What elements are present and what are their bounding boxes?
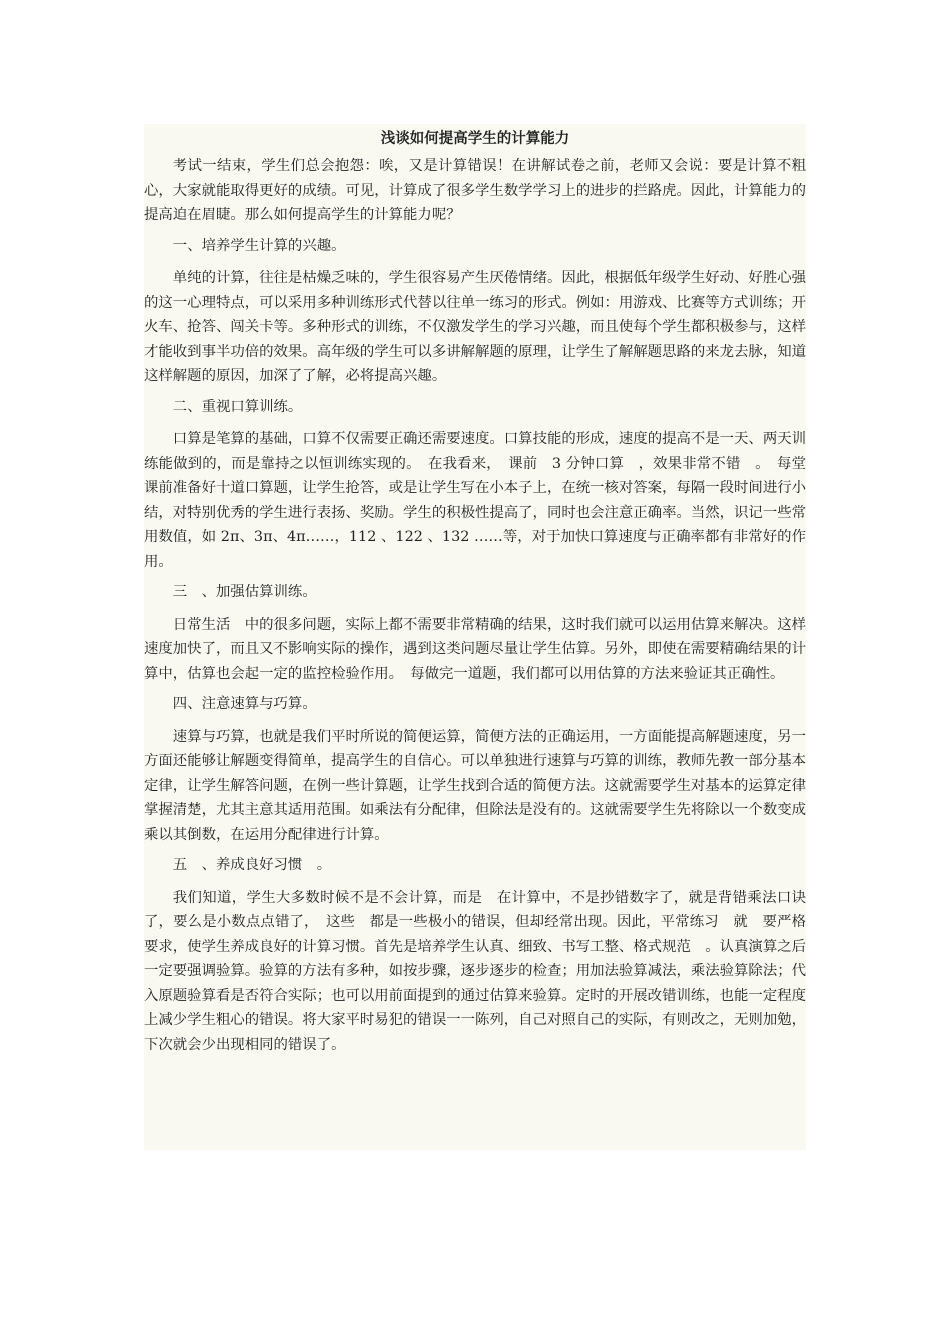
- section-body-3: 日常生活 中的很多问题，实际上都不需要非常精确的结果，这时我们就可以运用估算来解决。这样速度加快了，而且又不影响实际的操作，遇到这类问题尽量让学生估算。另外，即使在需要精确结果的计算中，估算也会起一定的监控检验作用。 每做完一道题，我们都可以用估算的方法来验证其正确性。: [144, 616, 806, 682]
- section-heading-2: 二、重视口算训练。: [172, 398, 303, 415]
- section-body-2: 口算是笔算的基础，口算不仅需要正确还需要速度。口算技能的形成，速度的提高不是一天、两天训练能做到的，而是靠持之以恒训练实现的。 在我看来， 课前 3 分钟口算 ，效果非常不错 。 每堂课前准备好十道口算题，让学生抢答，或是让学生写在小本子上，在统一核对答案，每隔一段时间进行小结，对特别优秀的学生进行表扬、奖励。学生的积极性提高了，同时也会注意正确率。当然，识记一些常用数值，如 2π、3π、4π……，112 、122 、132 ……等，对于加快口算速度与正确率都有非常好的作用。: [144, 431, 806, 570]
- intro-paragraph: 考试一结束，学生们总会抱怨：唉，又是计算错误！在讲解试卷之前，老师又会说：要是计算不粗心，大家就能取得更好的成绩。可见，计算成了很多学生数学学习上的进步的拦路虎。因此，计算能力的提高迫在眉睫。那么如何提高学生的计算能力呢？: [144, 158, 806, 223]
- article-container: [144, 124, 806, 1150]
- section-body-5: 我们知道，学生大多数时候不是不会计算，而是 在计算中，不是抄错数字了，就是背错乘法口诀了，要么是小数点点错了， 这些 都是一些极小的错误，但却经常出现。因此，平常练习 就 要严格要求，使学生养成良好的计算习惯。首先是培养学生认真、细致、书写工整、格式规范 。认真演算之后一定要强调验算。验算的方法有多种，如按步骤，逐步逐步的检查；用加法验算减法，乘法验算除法；代入原题验算看是否符合实际；也可以用前面提到的通过估算来验算。定时的开展改错训练，也能一定程度上减少学生粗心的错误。将大家平时易犯的错误一一陈列，自己对照自己的实际，有则改之，无则加勉，下次就会少出现相同的错误了。: [144, 889, 806, 1053]
- section-body-1: 单纯的计算，往往是枯燥乏味的，学生很容易产生厌倦情绪。因此，根据低年级学生好动、好胜心强的这一心理特点，可以采用多种训练形式代替以往单一练习的形式。例如：用游戏、比赛等方式训练；开火车、抢答、闯关卡等。多种形式的训练，不仅激发学生的学习兴趣，而且使每个学生都积极参与，这样才能收到事半功倍的效果。高年级的学生可以多讲解解题的原理，让学生了解解题思路的来龙去脉，知道这样解题的原因，加深了了解，必将提高兴趣。: [144, 270, 806, 384]
- section-heading-5: 五 、养成良好习惯 。: [172, 857, 332, 873]
- section-body-4: 速算与巧算，也就是我们平时所说的简便运算，简便方法的正确运用，一方面能提高解题速度，另一方面还能够让解题变得简单，提高学生的自信心。可以单独进行速算与巧算的训练，教师先教一部分基本定律，让学生解答问题，在例一些计算题，让学生找到合适的简便方法。这就需要学生对基本的运算定律掌握清楚，尤其主意其适用范围。如乘法有分配律，但除法是没有的。这就需要学生先将除以一个数变成乘以其倒数，在运用分配律进行计算。: [144, 728, 806, 843]
- section-heading-4: 四、注意速算与巧算。: [172, 696, 317, 712]
- article-title: 浅谈如何提高学生的计算能力: [380, 130, 570, 147]
- section-heading-3: 三 、加强估算训练。: [172, 584, 317, 600]
- section-heading-1: 一、培养学生计算的兴趣。: [172, 237, 346, 254]
